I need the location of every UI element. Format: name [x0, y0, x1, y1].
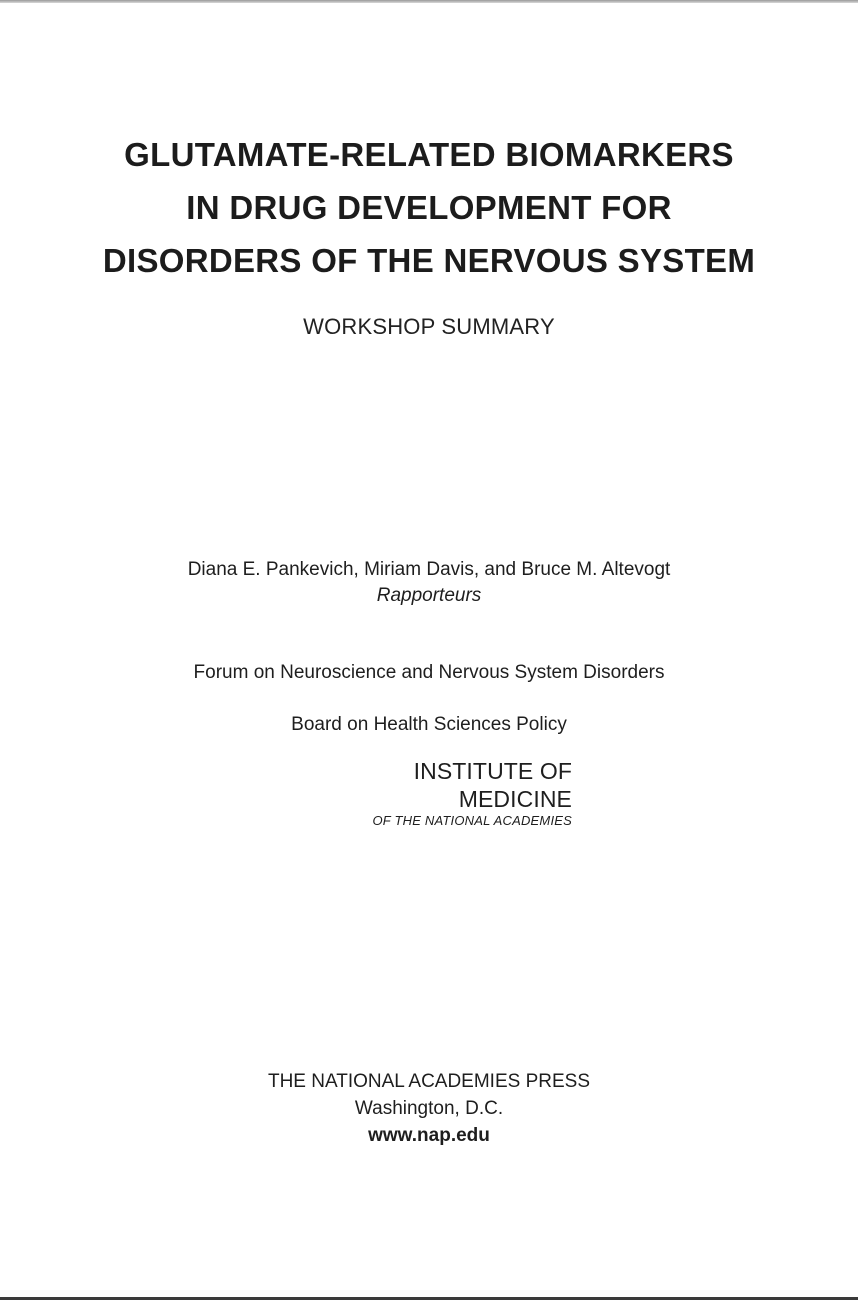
board-name: Board on Health Sciences Policy	[291, 714, 567, 735]
book-title	[0, 128, 858, 287]
page-top-edge	[0, 0, 858, 3]
publisher-city: Washington, D.C.	[354, 1098, 504, 1119]
book-title-line-2: IN DRUG DEVELOPMENT FOR	[186, 189, 672, 226]
publisher-name: THE NATIONAL ACADEMIES PRESS	[267, 1071, 591, 1092]
institute-subline: OF THE NATIONAL ACADEMIES	[372, 813, 572, 828]
authors-role: Rapporteurs	[376, 585, 482, 606]
book-subtitle: WORKSHOP SUMMARY	[303, 314, 555, 339]
institute-name: INSTITUTE OF MEDICINE	[413, 758, 572, 812]
institute-logo-text	[300, 757, 572, 829]
authors-line: Diana E. Pankevich, Miriam Davis, and Bruce M. Altevogt	[187, 559, 671, 580]
book-title-line-1: GLUTAMATE-RELATED BIOMARKERS	[124, 136, 734, 173]
publisher-block	[0, 1068, 858, 1149]
book-title-line-3: DISORDERS OF THE NERVOUS SYSTEM	[102, 242, 756, 279]
publisher-url[interactable]: www.nap.edu	[368, 1125, 490, 1146]
forum-name: Forum on Neuroscience and Nervous System Disorders	[193, 662, 665, 683]
